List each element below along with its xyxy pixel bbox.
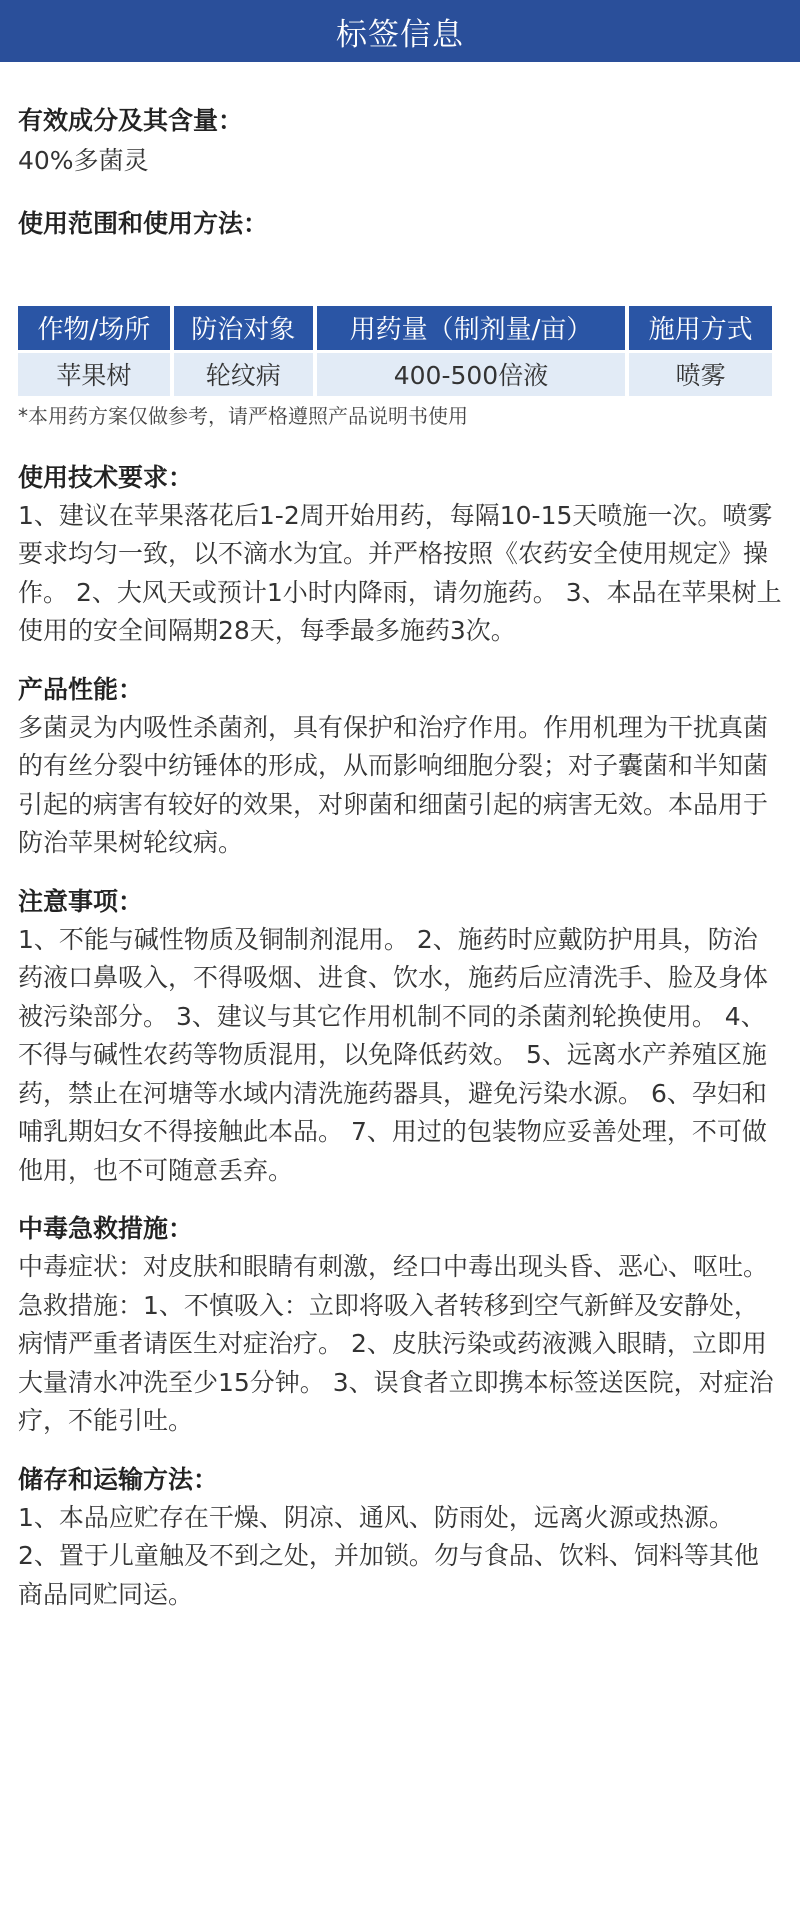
cell-crop: 苹果树: [18, 353, 170, 396]
column-header-target: 防治对象: [174, 306, 313, 350]
cell-dosage: 400-500倍液: [317, 353, 625, 396]
cell-target: 轮纹病: [174, 353, 313, 396]
section-body-storage: 1、本品应贮存在干燥、阴凉、通风、防雨处，远离火源或热源。 2、置于儿童触及不到之处，并加锁。勿与食品、饮料、饲料等其他商品同贮同运。: [18, 1502, 759, 1609]
label-content: [0, 104, 800, 1614]
section-title-precautions: 注意事项：: [18, 886, 144, 916]
section-usage: [18, 207, 782, 241]
section-title-first-aid: 中毒急救措施：: [18, 1214, 194, 1243]
ingredient-value: 40%多菌灵: [18, 146, 149, 175]
table-header-row: [18, 306, 772, 350]
cell-method: 喷雾: [629, 353, 772, 396]
column-header-dosage: 用药量（制剂量/亩）: [317, 306, 625, 350]
header-bar: [0, 0, 800, 62]
section-title-tech: 使用技术要求：: [18, 462, 194, 492]
section-title-storage: 储存和运输方法：: [18, 1464, 219, 1494]
section-body-first-aid: 中毒症状：对皮肤和眼睛有刺激，经口中毒出现头昏、恶心、呕吐。 急救措施：1、不慎吸入：立即将吸入者转移到空气新鲜及安静处，病情严重者请医生对症治疗。 2、皮肤污染或药液溅入眼睛，立即用大量清水冲洗至少15分钟。 3、误食者立即携本标签送医院，对症治疗，不能引吐。: [18, 1252, 774, 1435]
column-header-method: 施用方式: [629, 306, 772, 350]
table-note: *本用药方案仅做参考，请严格遵照产品说明书使用: [18, 403, 468, 428]
section-title-ingredient: 有效成分及其含量：: [18, 106, 244, 135]
section-body-performance: 多菌灵为内吸性杀菌剂，具有保护和治疗作用。作用机理为干扰真菌的有丝分裂中纺锤体的形成，从而影响细胞分裂；对子囊菌和半知菌引起的病害有较好的效果，对卵菌和细菌引起的病害无效。本品用于防治苹果树轮纹病。: [18, 712, 769, 857]
section-title-performance: 产品性能：: [18, 674, 144, 704]
column-header-crop: 作物/场所: [18, 306, 170, 350]
section-performance: [18, 673, 782, 863]
section-body-precautions: 1、不能与碱性物质及铜制剂混用。 2、施药时应戴防护用具，防治药液口鼻吸入，不得吸烟、进食、饮水，施药后应清洗手、脸及身体被污染部分。 3、建议与其它作用机制不同的杀菌剂轮换使用。 4、不得与碱性农药等物质混用，以免降低药效。 5、远离水产养殖区施药，禁止在河塘等水域内清洗施药器具，避免污染水源。 6、孕妇和哺乳期妇女不得接触此本品。 7、用过的包装物应妥善处理，不可做他用，也不可随意丢弃。: [18, 924, 769, 1185]
usage-table: [14, 303, 776, 399]
page-title: 标签信息: [336, 16, 464, 53]
section-first-aid: [18, 1212, 782, 1441]
section-precautions: [18, 885, 782, 1191]
usage-table-wrapper: [18, 303, 780, 431]
section-tech-requirements: [18, 461, 782, 651]
section-title-usage: 使用范围和使用方法：: [18, 208, 269, 238]
section-ingredient: [18, 104, 782, 181]
table-row: [18, 353, 772, 396]
section-storage: [18, 1463, 782, 1615]
section-body-tech: 1、建议在苹果落花后1-2周开始用药，每隔10-15天喷施一次。喷雾要求均匀一致，以不滴水为宜。并严格按照《农药安全使用规定》操作。 2、大风天或预计1小时内降雨，请勿施药。 3、本品在苹果树上使用的安全间隔期28天，每季最多施药3次。: [18, 500, 782, 645]
